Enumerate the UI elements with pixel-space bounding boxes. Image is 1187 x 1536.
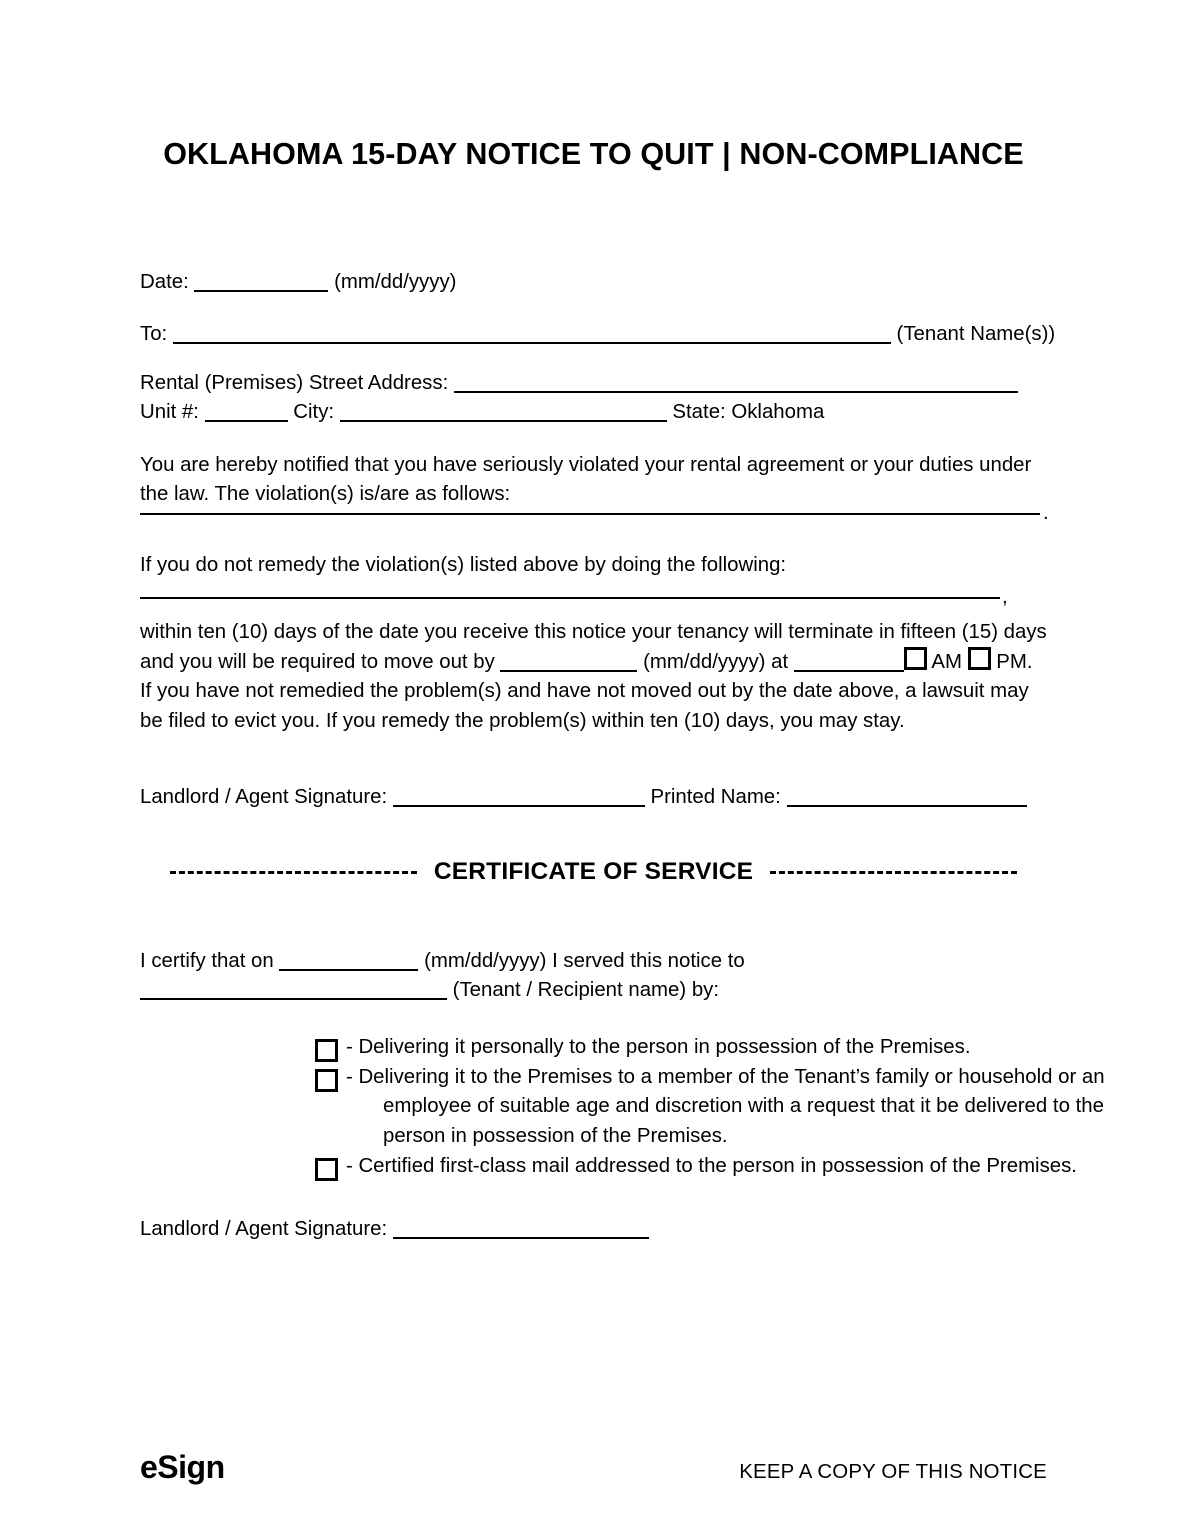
certify-recipient-row <box>140 976 719 1005</box>
address-label: Rental (Premises) Street Address: <box>140 372 449 394</box>
certificate-of-service-title: CERTIFICATE OF SERVICE <box>433 858 754 885</box>
terms-text-part-1: within ten (10) days of the date you receive this notice your tenancy will terminate in fifteen (15) days and you will be required to move out by <box>140 621 1047 674</box>
violation-input-blank[interactable] <box>140 513 1040 515</box>
remedy-input-row <box>140 585 1008 608</box>
date-input-blank[interactable] <box>194 274 328 292</box>
service-option-household-label: - Delivering it to the Premises to a member of the Tenant’s family or household or an employee of suitable age and discretion with a request that it be delivered to the person in possession of the Premises. <box>346 1066 1105 1147</box>
terms-paragraph <box>140 618 1047 736</box>
unit-input-blank[interactable] <box>205 404 288 422</box>
certify-date-row <box>140 947 745 976</box>
printed-name-label: Printed Name: <box>650 786 781 808</box>
service-option-household-checkbox[interactable] <box>315 1069 338 1092</box>
landlord-signature-input-blank[interactable] <box>393 789 645 807</box>
list-item <box>315 1063 1145 1151</box>
service-method-list <box>315 1033 1145 1182</box>
service-option-mail-label: - Certified first-class mail addressed to the person in possession of the Premises. <box>346 1154 1077 1177</box>
date-field-row <box>140 268 456 297</box>
dashed-divider-left <box>170 871 417 874</box>
tenant-name-hint: (Tenant Name(s)) <box>896 323 1056 345</box>
keep-copy-notice: KEEP A COPY OF THIS NOTICE <box>739 1461 1047 1483</box>
service-option-mail-checkbox[interactable] <box>315 1158 338 1181</box>
address-field-row <box>140 369 1018 398</box>
page-footer <box>140 1449 1047 1486</box>
pm-checkbox[interactable] <box>968 647 991 670</box>
list-item <box>315 1152 1145 1181</box>
am-checkbox[interactable] <box>904 647 927 670</box>
service-option-personal-label: - Delivering it personally to the person in possession of the Premises. <box>346 1036 971 1058</box>
violation-line-tail: . <box>1043 501 1049 524</box>
violation-input-row <box>140 501 1049 524</box>
service-option-personal-checkbox[interactable] <box>315 1039 338 1062</box>
state-label: State: Oklahoma <box>672 401 825 423</box>
date-label: Date: <box>140 271 189 293</box>
notice-paragraph: You are hereby notified that you have seriously violated your rental agreement or your duties under the law. The violation(s) is/are as follows: <box>140 454 1032 506</box>
remedy-line-tail: , <box>1002 585 1008 608</box>
dashed-divider-right <box>770 871 1017 874</box>
moveout-time-input-blank[interactable] <box>794 654 904 672</box>
recipient-name-input-blank[interactable] <box>140 982 447 1000</box>
recipient-name-hint: (Tenant / Recipient name) by: <box>452 979 720 1001</box>
certify-intro-label: I certify that on <box>140 950 274 972</box>
page-title: OKLAHOMA 15-DAY NOTICE TO QUIT | NON-COMPLIANCE <box>163 137 1024 171</box>
certificate-signature-label: Landlord / Agent Signature: <box>140 1218 388 1240</box>
tenant-name-input-blank[interactable] <box>173 326 891 344</box>
tenant-field-row <box>140 320 1055 349</box>
certify-date-input-blank[interactable] <box>279 953 418 971</box>
certify-date-hint: (mm/dd/yyyy) I served this notice to <box>424 950 745 972</box>
address-input-blank[interactable] <box>454 375 1018 393</box>
to-label: To: <box>140 323 168 345</box>
city-label: City: <box>293 401 335 423</box>
am-label: AM <box>931 651 962 674</box>
printed-name-input-blank[interactable] <box>787 789 1027 807</box>
certificate-of-service-header <box>140 858 1047 886</box>
list-item <box>315 1033 1145 1062</box>
unit-label: Unit #: <box>140 401 199 423</box>
unit-city-state-row <box>140 398 824 427</box>
remedy-question: If you do not remedy the violation(s) listed above by doing the following: <box>140 554 787 576</box>
document-content <box>140 0 1105 1240</box>
date-format-hint: (mm/dd/yyyy) <box>334 271 457 293</box>
terms-text-part-3: PM. If you have not remedied the problem(s) and have not moved out by the date above, a lawsuit may be filed to evict you. If you remedy the problem(s) within ten (10) days, you may stay. <box>140 651 1033 732</box>
moveout-date-input-blank[interactable] <box>500 654 637 672</box>
landlord-signature-row <box>140 783 1027 812</box>
landlord-signature-label: Landlord / Agent Signature: <box>140 786 388 808</box>
terms-text-part-2: (mm/dd/yyyy) at <box>643 651 789 674</box>
esign-logo: eSign <box>140 1449 225 1485</box>
certificate-signature-input-blank[interactable] <box>393 1221 649 1239</box>
city-input-blank[interactable] <box>340 404 667 422</box>
certificate-signature-row <box>140 1215 649 1244</box>
remedy-input-blank[interactable] <box>140 597 1000 599</box>
